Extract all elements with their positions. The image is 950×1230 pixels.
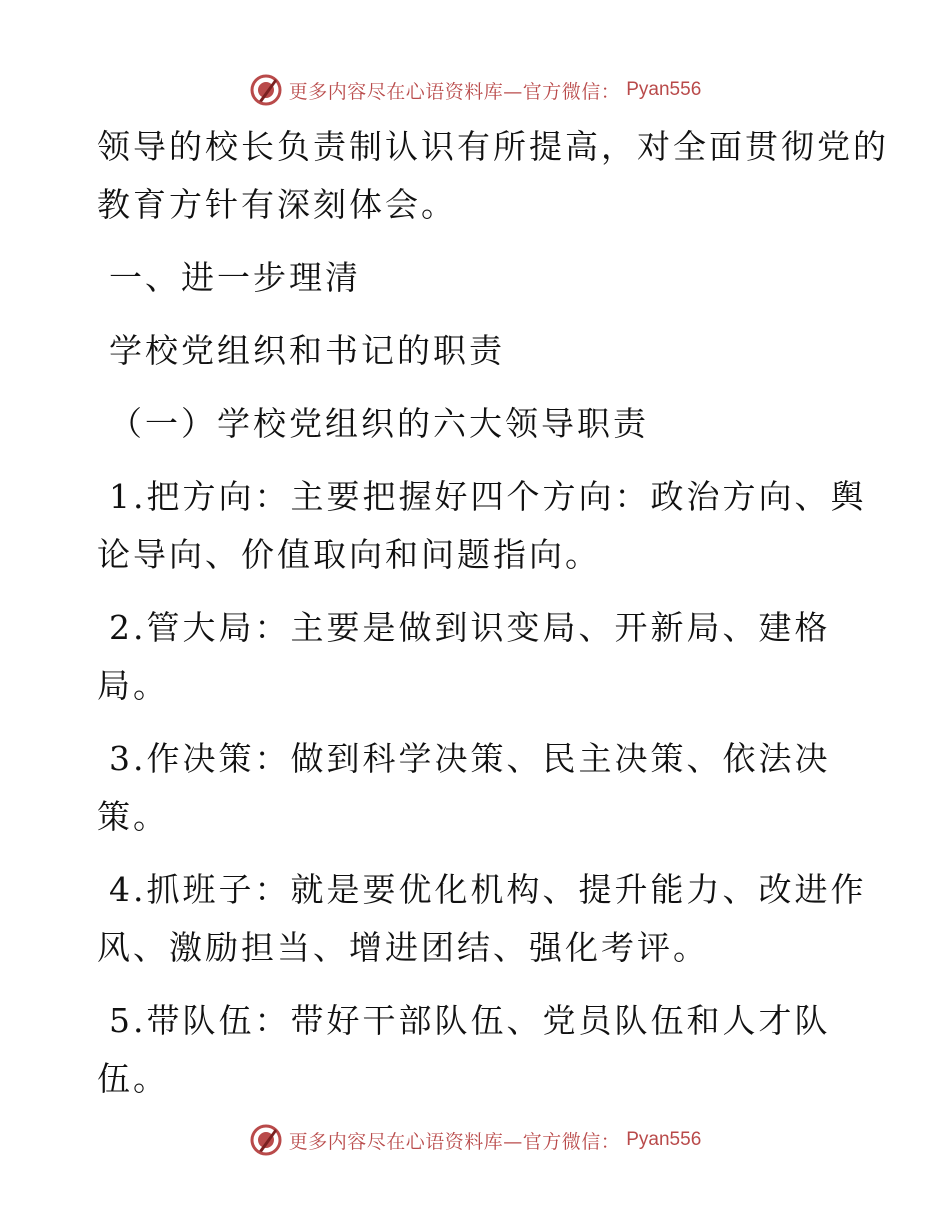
list-item-1-line-1: 1.把方向：主要把握好四个方向：政治方向、舆 bbox=[109, 477, 867, 516]
list-item-2-line-1: 2.管大局：主要是做到识变局、开新局、建格 bbox=[109, 608, 831, 647]
quill-seal-icon bbox=[249, 73, 283, 107]
section-heading: 一、进一步理清 bbox=[109, 258, 361, 297]
list-item-3-line-2: 策。 bbox=[97, 797, 169, 836]
list-item-5-line-1: 5.带队伍：带好干部队伍、党员队伍和人才队 bbox=[109, 1001, 831, 1040]
paragraph-line: 领导的校长负责制认识有所提高，对全面贯彻党的 bbox=[97, 127, 889, 166]
watermark-account: Pyan556 bbox=[626, 79, 702, 100]
watermark-account: Pyan556 bbox=[626, 1129, 702, 1150]
list-item-3-line-1: 3.作决策：做到科学决策、民主决策、依法决 bbox=[109, 739, 831, 778]
paragraph-line: 教育方针有深刻体会。 bbox=[97, 185, 457, 224]
list-item-1-line-2: 论导向、价值取向和问题指向。 bbox=[97, 535, 601, 574]
list-item-4-line-1: 4.抓班子：就是要优化机构、提升能力、改进作 bbox=[109, 870, 867, 909]
header-watermark bbox=[0, 70, 950, 110]
list-item-4-line-2: 风、激励担当、增进团结、强化考评。 bbox=[97, 928, 709, 967]
watermark-text: 更多内容尽在心语资料库—官方微信： bbox=[288, 1130, 621, 1153]
document-body bbox=[97, 118, 889, 1108]
list-item-5-line-2: 伍。 bbox=[97, 1059, 169, 1098]
section-subheading: 学校党组织和书记的职责 bbox=[109, 331, 505, 370]
list-item-2-line-2: 局。 bbox=[97, 666, 169, 705]
watermark-text: 更多内容尽在心语资料库—官方微信： bbox=[288, 80, 621, 103]
subsection-heading: （一）学校党组织的六大领导职责 bbox=[109, 404, 649, 443]
quill-seal-icon bbox=[249, 1123, 283, 1157]
footer-watermark bbox=[0, 1120, 950, 1160]
